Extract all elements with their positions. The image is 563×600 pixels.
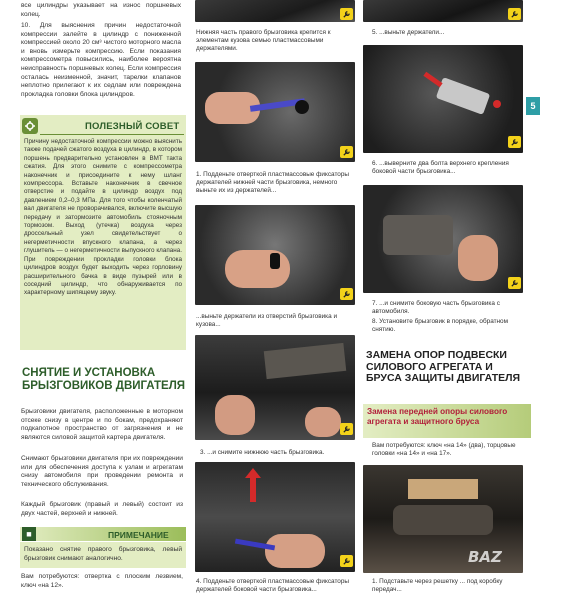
wrench-icon (508, 277, 521, 289)
mudguards-text-3: Каждый брызговик (правый и левый) состоит из двух частей, верхней и нижней. (21, 501, 183, 517)
caption-step-2: ...выньте держатели из отверстий брызговика и кузова... (196, 313, 338, 329)
note-title: ПРИМЕЧАНИЕ (108, 530, 169, 540)
note-icon: ■ (22, 527, 36, 541)
note-text: Показано снятие правого брызговика, левый брызговик снимают аналогично. (24, 546, 182, 562)
caption-step-4: 4. Подденьте отверткой пластмассовые фиксаторы держателей боковой части брызговика... (196, 578, 350, 594)
tools-text: Вам потребуются: отвертка с плоским лезвием, ключ «на 12». (21, 573, 183, 589)
wrench-icon (340, 146, 353, 158)
caption-step-1: 1. Подденьте отверткой пластмассовые фиксаторы держателей нижней части брызговика, немного выньте их из держателей... (196, 171, 350, 195)
photo-step-7 (363, 185, 523, 293)
photo-step-3 (195, 335, 355, 440)
subtitle-front-mount: Замена передней опоры силового агрегата и защитного бруса (367, 407, 508, 426)
watermark-logo: BAZ (468, 548, 502, 566)
caption-step-3: 3. ...и снимите нижнюю часть брызговика. (200, 449, 325, 456)
mudguards-text-2: Снимают брызговики двигателя при их повреждении или для обеспечения доступа к узлам и агрегатам снизу автомобиля при проведении ремонта и технического обслуживания. (21, 455, 183, 488)
photo-step-2 (195, 205, 355, 305)
step-10-text: 10. Для выяснения причин недостаточной компрессии залейте в цилиндр с пониженной компрессией около 20 см³ чистого моторного масла и вновь измерьте компрессию. Если показания компрессометра повысились, наиболее вероятна неисправность поршневых колец. Если компрессия осталась неизменной, значит, тарелки клапанов неплотно прилегают к их седлам или повреждена прокладка головки блока цилиндров. (21, 22, 181, 98)
section-title-mudguards: СНЯТИЕ И УСТАНОВКА БРЫЗГОВИКОВ ДВИГАТЕЛЯ (22, 367, 186, 392)
wrench-icon (340, 288, 353, 300)
caption-step-8: 8. Установите брызговик в порядке, обратном снятию. (372, 318, 509, 334)
wrench-icon (340, 555, 353, 567)
chapter-tab: 5 (526, 97, 540, 115)
mounts-tools-text: Вам потребуются: ключ «на 14» (два), торцовые головки «на 14» и «на 17». (372, 442, 516, 458)
intro-text: все цилиндры указывает на износ поршневых колец. (21, 2, 181, 18)
photo-step-4 (195, 462, 355, 572)
mudguards-text-1: Брызговики двигателя, расположенные в моторном отсеке снизу в центре и по бокам, предохраняют подкапотное пространство от загрязнения и не являются силовой защитой картера двигателя. (21, 408, 183, 441)
caption-step-5: 5. ...выньте держатели... (372, 29, 445, 36)
gear-wrench-icon (22, 118, 38, 134)
photo-step-6 (363, 45, 523, 153)
wrench-icon (340, 8, 353, 20)
tip-text: Причину недостаточной компрессии можно выяснить также подачей сжатого воздуха в цилиндр, в котором поршень предварительно установлен в ВМТ такта сжатия. Для этого снимите с компрессометра наконечник и присоедините к нему шланг компрессора. Вставьте наконечник в свечное отверстие и подайте в цилиндр воздух под давлением 0,2–0,3 МПа. Для того чтобы коленчатый вал двигателя не проворачивался, включите высшую передачу и затормозите автомобиль стояночным тормозом. Выход (утечка) воздуха через дроссельный узел свидетельствует о негерметичности впускного клапана, а через глушитель — о негерметичности выпускного клапана. При повреждении прокладки головки блока цилиндров воздух будет выходить через горловину расширительного бачка в виде пузырей или в соседний цилиндр, что обнаруживается по характерному шипящему звуку. (24, 138, 182, 297)
caption-step-9: 1. Подставьте через решетку ... под коробку передач... (372, 578, 503, 594)
wrench-icon (508, 8, 521, 20)
caption-top-middle: Нижняя часть правого брызговика крепится к элементам кузова семью пластмассовыми держателями. (196, 29, 331, 53)
wrench-icon (340, 423, 353, 435)
photo-step-1 (195, 62, 355, 162)
photo-step-5 (363, 0, 523, 22)
caption-step-7: 7. ...и снимите боковую часть брызговика с автомобиля. (372, 300, 500, 316)
photo-top-middle (195, 0, 355, 22)
caption-step-6: 6. ...выверните два болта верхнего крепления боковой части брызговика... (372, 160, 509, 176)
section-title-mounts: ЗАМЕНА ОПОР ПОДВЕСКИ СИЛОВОГО АГРЕГАТА И БРУСА ЗАЩИТЫ ДВИГАТЕЛЯ (366, 349, 521, 384)
tip-title: ПОЛЕЗНЫЙ СОВЕТ (85, 121, 180, 132)
wrench-icon (508, 136, 521, 148)
